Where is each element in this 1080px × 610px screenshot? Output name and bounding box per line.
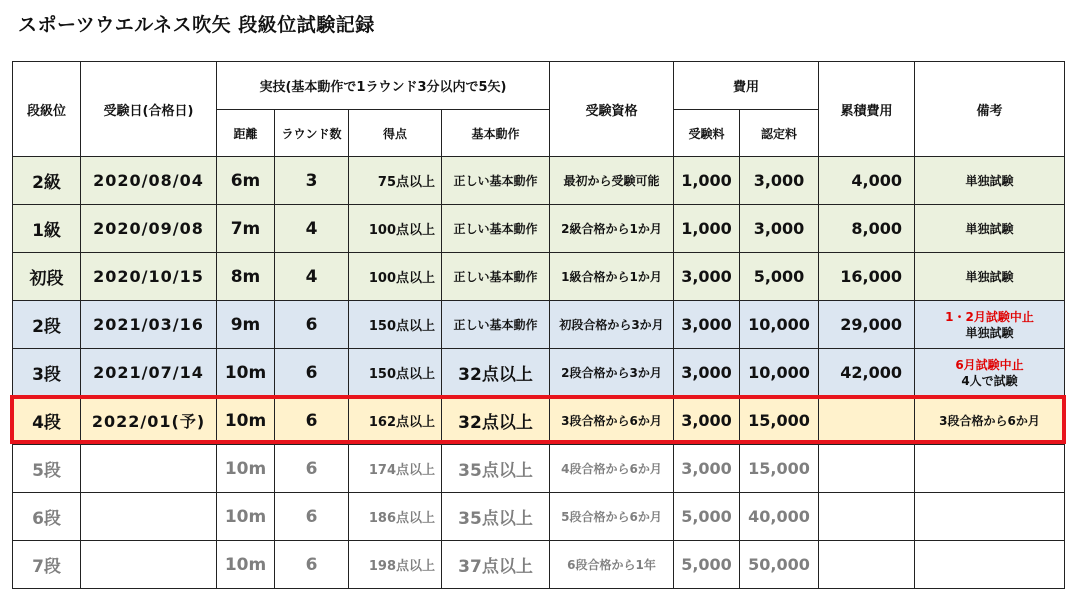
cell-basic-motion: 正しい基本動作	[442, 301, 550, 349]
cell-remarks	[915, 253, 1065, 301]
header-distance: 距離	[217, 110, 275, 157]
cell-qualification: 最初から受験可能	[550, 157, 674, 205]
cell-qualification: 初段合格から3か月	[550, 301, 674, 349]
cell-qualification: 5段合格から6か月	[550, 493, 674, 541]
cell-exam-fee: 3,000	[674, 397, 740, 445]
cell-rounds: 6	[275, 445, 349, 493]
cell-cert-fee: 15,000	[740, 397, 819, 445]
cell-distance: 7m	[217, 205, 275, 253]
header-exam-fee: 受験料	[674, 110, 740, 157]
cell-distance: 10m	[217, 445, 275, 493]
cell-distance: 9m	[217, 301, 275, 349]
cell-rounds: 6	[275, 301, 349, 349]
cell-cert-fee: 15,000	[740, 445, 819, 493]
header-cert-fee: 認定料	[740, 110, 819, 157]
cell-date	[81, 541, 217, 589]
cell-cumulative	[819, 445, 915, 493]
cell-qualification: 2級合格から1か月	[550, 205, 674, 253]
cell-rounds: 4	[275, 253, 349, 301]
cell-cert-fee: 10,000	[740, 301, 819, 349]
cell-score: 150点以上	[349, 301, 442, 349]
cell-cert-fee: 50,000	[740, 541, 819, 589]
table-row	[13, 253, 1065, 301]
cell-rounds: 6	[275, 397, 349, 445]
remark-text: 3段合格から6か月	[939, 413, 1040, 428]
cell-exam-fee: 5,000	[674, 541, 740, 589]
cell-exam-fee: 5,000	[674, 493, 740, 541]
cell-qualification: 1級合格から1か月	[550, 253, 674, 301]
cell-score: 100点以上	[349, 253, 442, 301]
cell-date: 2020/08/04	[81, 157, 217, 205]
cell-distance: 10m	[217, 541, 275, 589]
cell-score: 198点以上	[349, 541, 442, 589]
header-score: 得点	[349, 110, 442, 157]
table-row	[13, 493, 1065, 541]
cell-rank: 2段	[13, 301, 81, 349]
cell-distance: 6m	[217, 157, 275, 205]
header-rounds: ラウンド数	[275, 110, 349, 157]
page-title: スポーツウエルネス吹矢 段級位試験記録	[18, 14, 375, 36]
cell-date: 2021/07/14	[81, 349, 217, 397]
cell-rank: 3段	[13, 349, 81, 397]
cell-cert-fee: 3,000	[740, 205, 819, 253]
cell-rounds: 6	[275, 541, 349, 589]
header-remarks: 備考	[915, 62, 1065, 157]
table-row	[13, 349, 1065, 397]
cell-rank: 4段	[13, 397, 81, 445]
cell-qualification: 6段合格から1年	[550, 541, 674, 589]
remark-warning: 1・2月試験中止	[945, 309, 1034, 324]
cell-exam-fee: 3,000	[674, 301, 740, 349]
cell-qualification: 2段合格から3か月	[550, 349, 674, 397]
cell-rounds: 6	[275, 493, 349, 541]
cell-cert-fee: 5,000	[740, 253, 819, 301]
cell-score: 75点以上	[349, 157, 442, 205]
header-exam-date: 受験日(合格日)	[81, 62, 217, 157]
cell-rounds: 4	[275, 205, 349, 253]
cell-score: 186点以上	[349, 493, 442, 541]
header-fees: 費用	[674, 62, 819, 110]
cell-cert-fee: 3,000	[740, 157, 819, 205]
cell-rounds: 3	[275, 157, 349, 205]
cell-rounds: 6	[275, 349, 349, 397]
exam-record-table	[12, 61, 1065, 589]
cell-qualification: 4段合格から6か月	[550, 445, 674, 493]
remark-text: 単独試験	[965, 325, 1014, 340]
cell-basic-motion: 37点以上	[442, 541, 550, 589]
cell-cert-fee: 40,000	[740, 493, 819, 541]
cell-remarks	[915, 493, 1065, 541]
cell-exam-fee: 1,000	[674, 205, 740, 253]
cell-rank: 2級	[13, 157, 81, 205]
cell-cumulative: 8,000	[819, 205, 915, 253]
header-rank: 段級位	[13, 62, 81, 157]
cell-remarks	[915, 541, 1065, 589]
cell-cumulative	[819, 541, 915, 589]
cell-date: 2021/03/16	[81, 301, 217, 349]
cell-date	[81, 445, 217, 493]
cell-basic-motion: 32点以上	[442, 349, 550, 397]
table-row	[13, 157, 1065, 205]
cell-rank: 7段	[13, 541, 81, 589]
cell-rank: 初段	[13, 253, 81, 301]
cell-score: 100点以上	[349, 205, 442, 253]
table-row-current	[13, 397, 1065, 445]
cell-date: 2020/09/08	[81, 205, 217, 253]
cell-qualification: 3段合格から6か月	[550, 397, 674, 445]
header-practical: 実技(基本動作で1ラウンド3分以内で5矢)	[217, 62, 550, 110]
cell-cumulative: 4,000	[819, 157, 915, 205]
table-row	[13, 205, 1065, 253]
cell-remarks	[915, 349, 1065, 397]
cell-distance: 10m	[217, 493, 275, 541]
cell-rank: 1級	[13, 205, 81, 253]
remark-warning: 6月試験中止	[955, 357, 1024, 372]
cell-distance: 10m	[217, 397, 275, 445]
remark-text: 単独試験	[965, 173, 1014, 188]
cell-score: 174点以上	[349, 445, 442, 493]
cell-cert-fee: 10,000	[740, 349, 819, 397]
cell-score: 162点以上	[349, 397, 442, 445]
cell-cumulative: 42,000	[819, 349, 915, 397]
cell-basic-motion: 32点以上	[442, 397, 550, 445]
remark-text: 単独試験	[965, 269, 1014, 284]
table-row	[13, 541, 1065, 589]
table-row	[13, 445, 1065, 493]
header-qualification: 受験資格	[550, 62, 674, 157]
cell-basic-motion: 正しい基本動作	[442, 205, 550, 253]
cell-distance: 10m	[217, 349, 275, 397]
cell-remarks	[915, 397, 1065, 445]
cell-cumulative: 29,000	[819, 301, 915, 349]
cell-exam-fee: 3,000	[674, 445, 740, 493]
cell-remarks	[915, 445, 1065, 493]
header-cumulative: 累積費用	[819, 62, 915, 157]
cell-cumulative	[819, 493, 915, 541]
cell-remarks	[915, 301, 1065, 349]
cell-rank: 5段	[13, 445, 81, 493]
cell-basic-motion: 正しい基本動作	[442, 253, 550, 301]
table-row	[13, 301, 1065, 349]
cell-exam-fee: 3,000	[674, 349, 740, 397]
cell-exam-fee: 3,000	[674, 253, 740, 301]
remark-text: 4人で試験	[961, 373, 1018, 388]
cell-cumulative	[819, 397, 915, 445]
cell-score: 150点以上	[349, 349, 442, 397]
cell-remarks	[915, 157, 1065, 205]
cell-cumulative: 16,000	[819, 253, 915, 301]
cell-remarks	[915, 205, 1065, 253]
cell-basic-motion: 35点以上	[442, 493, 550, 541]
cell-basic-motion: 正しい基本動作	[442, 157, 550, 205]
cell-basic-motion: 35点以上	[442, 445, 550, 493]
cell-date: 2022/01(予)	[81, 397, 217, 445]
cell-exam-fee: 1,000	[674, 157, 740, 205]
cell-distance: 8m	[217, 253, 275, 301]
cell-date: 2020/10/15	[81, 253, 217, 301]
remark-text: 単独試験	[965, 221, 1014, 236]
cell-rank: 6段	[13, 493, 81, 541]
cell-date	[81, 493, 217, 541]
header-basic-motion: 基本動作	[442, 110, 550, 157]
